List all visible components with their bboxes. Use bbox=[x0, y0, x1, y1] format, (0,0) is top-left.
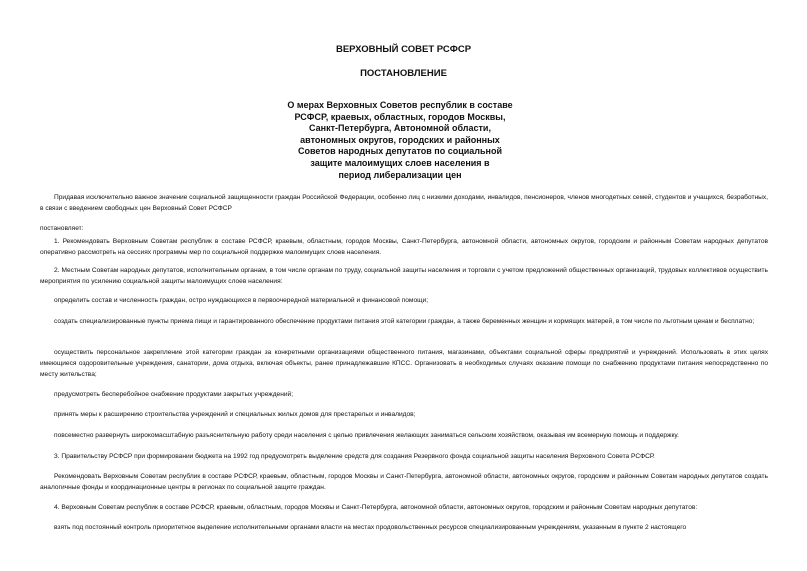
paragraph-2: 2. Местным Советам народных депутатов, исполнительным органам, в том числе органам по труду, социальной защиты населения и торговли с учетом предложений общественных организаций, трудовых коллективов осуществить мероприятия по усилению социальной защиты малоимущих слоев населения: bbox=[40, 267, 768, 285]
paragraph-1: 1. Рекомендовать Верховным Советам республик в составе РСФСР, краевым, областным, городов Москвы, Санкт-Петербурга, автономной области, автономных округов, городским и районным Советам народных депутатов оперативно рассмотреть на сессиях программы мер по социальной поддержке малоимущих слоев населения. bbox=[40, 238, 768, 256]
document-title bbox=[250, 100, 550, 181]
issuing-body-heading: ВЕРХОВНЫЙ СОВЕТ РСФСР bbox=[335, 44, 472, 55]
document-type-heading: ПОСТАНОВЛЕНИЕ bbox=[360, 68, 447, 79]
paragraph-4: 4. Верховным Советам республик в составе РСФСР, краевым, областным, городов Москвы и Санкт-Петербурга, автономной области, автономных округов, городским и районным Советам народных депутатов: bbox=[54, 504, 698, 511]
title-line: Санкт-Петербурга, Автономной области, bbox=[309, 123, 491, 134]
paragraph-3-recommendation: Рекомендовать Верховным Советам республик в составе РСФСР, краевым, областным, городов Москвы и Санкт-Петербурга, автономной области, автономных округов, городским и районным Советам народных депутатов создать аналогичные фонды и координационные центры в регионах по социальной защите граждан. bbox=[40, 473, 768, 491]
paragraph-2-item: принять меры к расширению строительства учреждений и специальных жилых домов для престарелых и инвалидов; bbox=[54, 411, 416, 418]
paragraph-2-item: повсеместно развернуть широкомасштабную разъяснительную работу среди населения с целью привлечения желающих заниматься сельским хозяйством, оказывая им всемерную помощь и поддержку. bbox=[54, 432, 679, 439]
paragraph-2-item: осуществить персональное закрепление этой категории граждан за конкретными организациями общественного питания, магазинами, объектами социальной сферы предприятий и учреждений. Использовать в этих целях имеющиеся оздоровительные учреждения, санатории, дома отдыха, включая объекты, ранее принадлежавшие КПСС. Организовать в необходимых случаях оказание помощи по снабжению продуктами питания непосредственно по месту жительства; bbox=[40, 349, 768, 378]
resolves-label: постановляет: bbox=[40, 225, 84, 232]
paragraph-2-item: определить состав и численность граждан, остро нуждающихся в первоочередной материальной и финансовой помощи; bbox=[54, 297, 429, 304]
title-line: О мерах Верховных Советов республик в составе bbox=[287, 100, 513, 110]
title-line: автономных округов, городских и районных bbox=[300, 134, 500, 145]
title-line: период либерализации цен bbox=[338, 169, 462, 180]
paragraph-3: 3. Правительству РСФСР при формировании бюджета на 1992 год предусмотреть выделение средств для создания Резервного фонда социальной защиты населения Верховного Совета РСФСР. bbox=[54, 453, 655, 460]
paragraph-2-item: предусмотреть бесперебойное снабжение продуктами закрытых учреждений; bbox=[54, 391, 294, 398]
title-line: РСФСР, краевых, областных, городов Москвы, bbox=[294, 111, 506, 122]
paragraph-4-item: взять под постоянный контроль приоритетное выделение исполнительными органами власти на местах продовольственных ресурсов специализированным учреждениям, указанным в пункте 2 настоящего bbox=[54, 524, 687, 531]
paragraph-2-item: создать специализированные пункты приема пищи и гарантированного обеспечение продуктами питания этой категории граждан, а также беременных женщин и кормящих матерей, в том числе по льготным ценам и бесплатно; bbox=[54, 318, 755, 325]
title-line: защите малоимущих слоев населения в bbox=[310, 157, 490, 168]
title-line: Советов народных депутатов по социальной bbox=[297, 146, 502, 157]
preamble-paragraph: Придавая исключительно важное значение социальной защищенности граждан Российской Федерации, особенно лиц с низкими доходами, инвалидов, пенсионеров, членов многодетных семей, студентов и учащихся, безработных, в связи с введением свободных цен Верховный Совет РСФСР bbox=[40, 194, 768, 212]
